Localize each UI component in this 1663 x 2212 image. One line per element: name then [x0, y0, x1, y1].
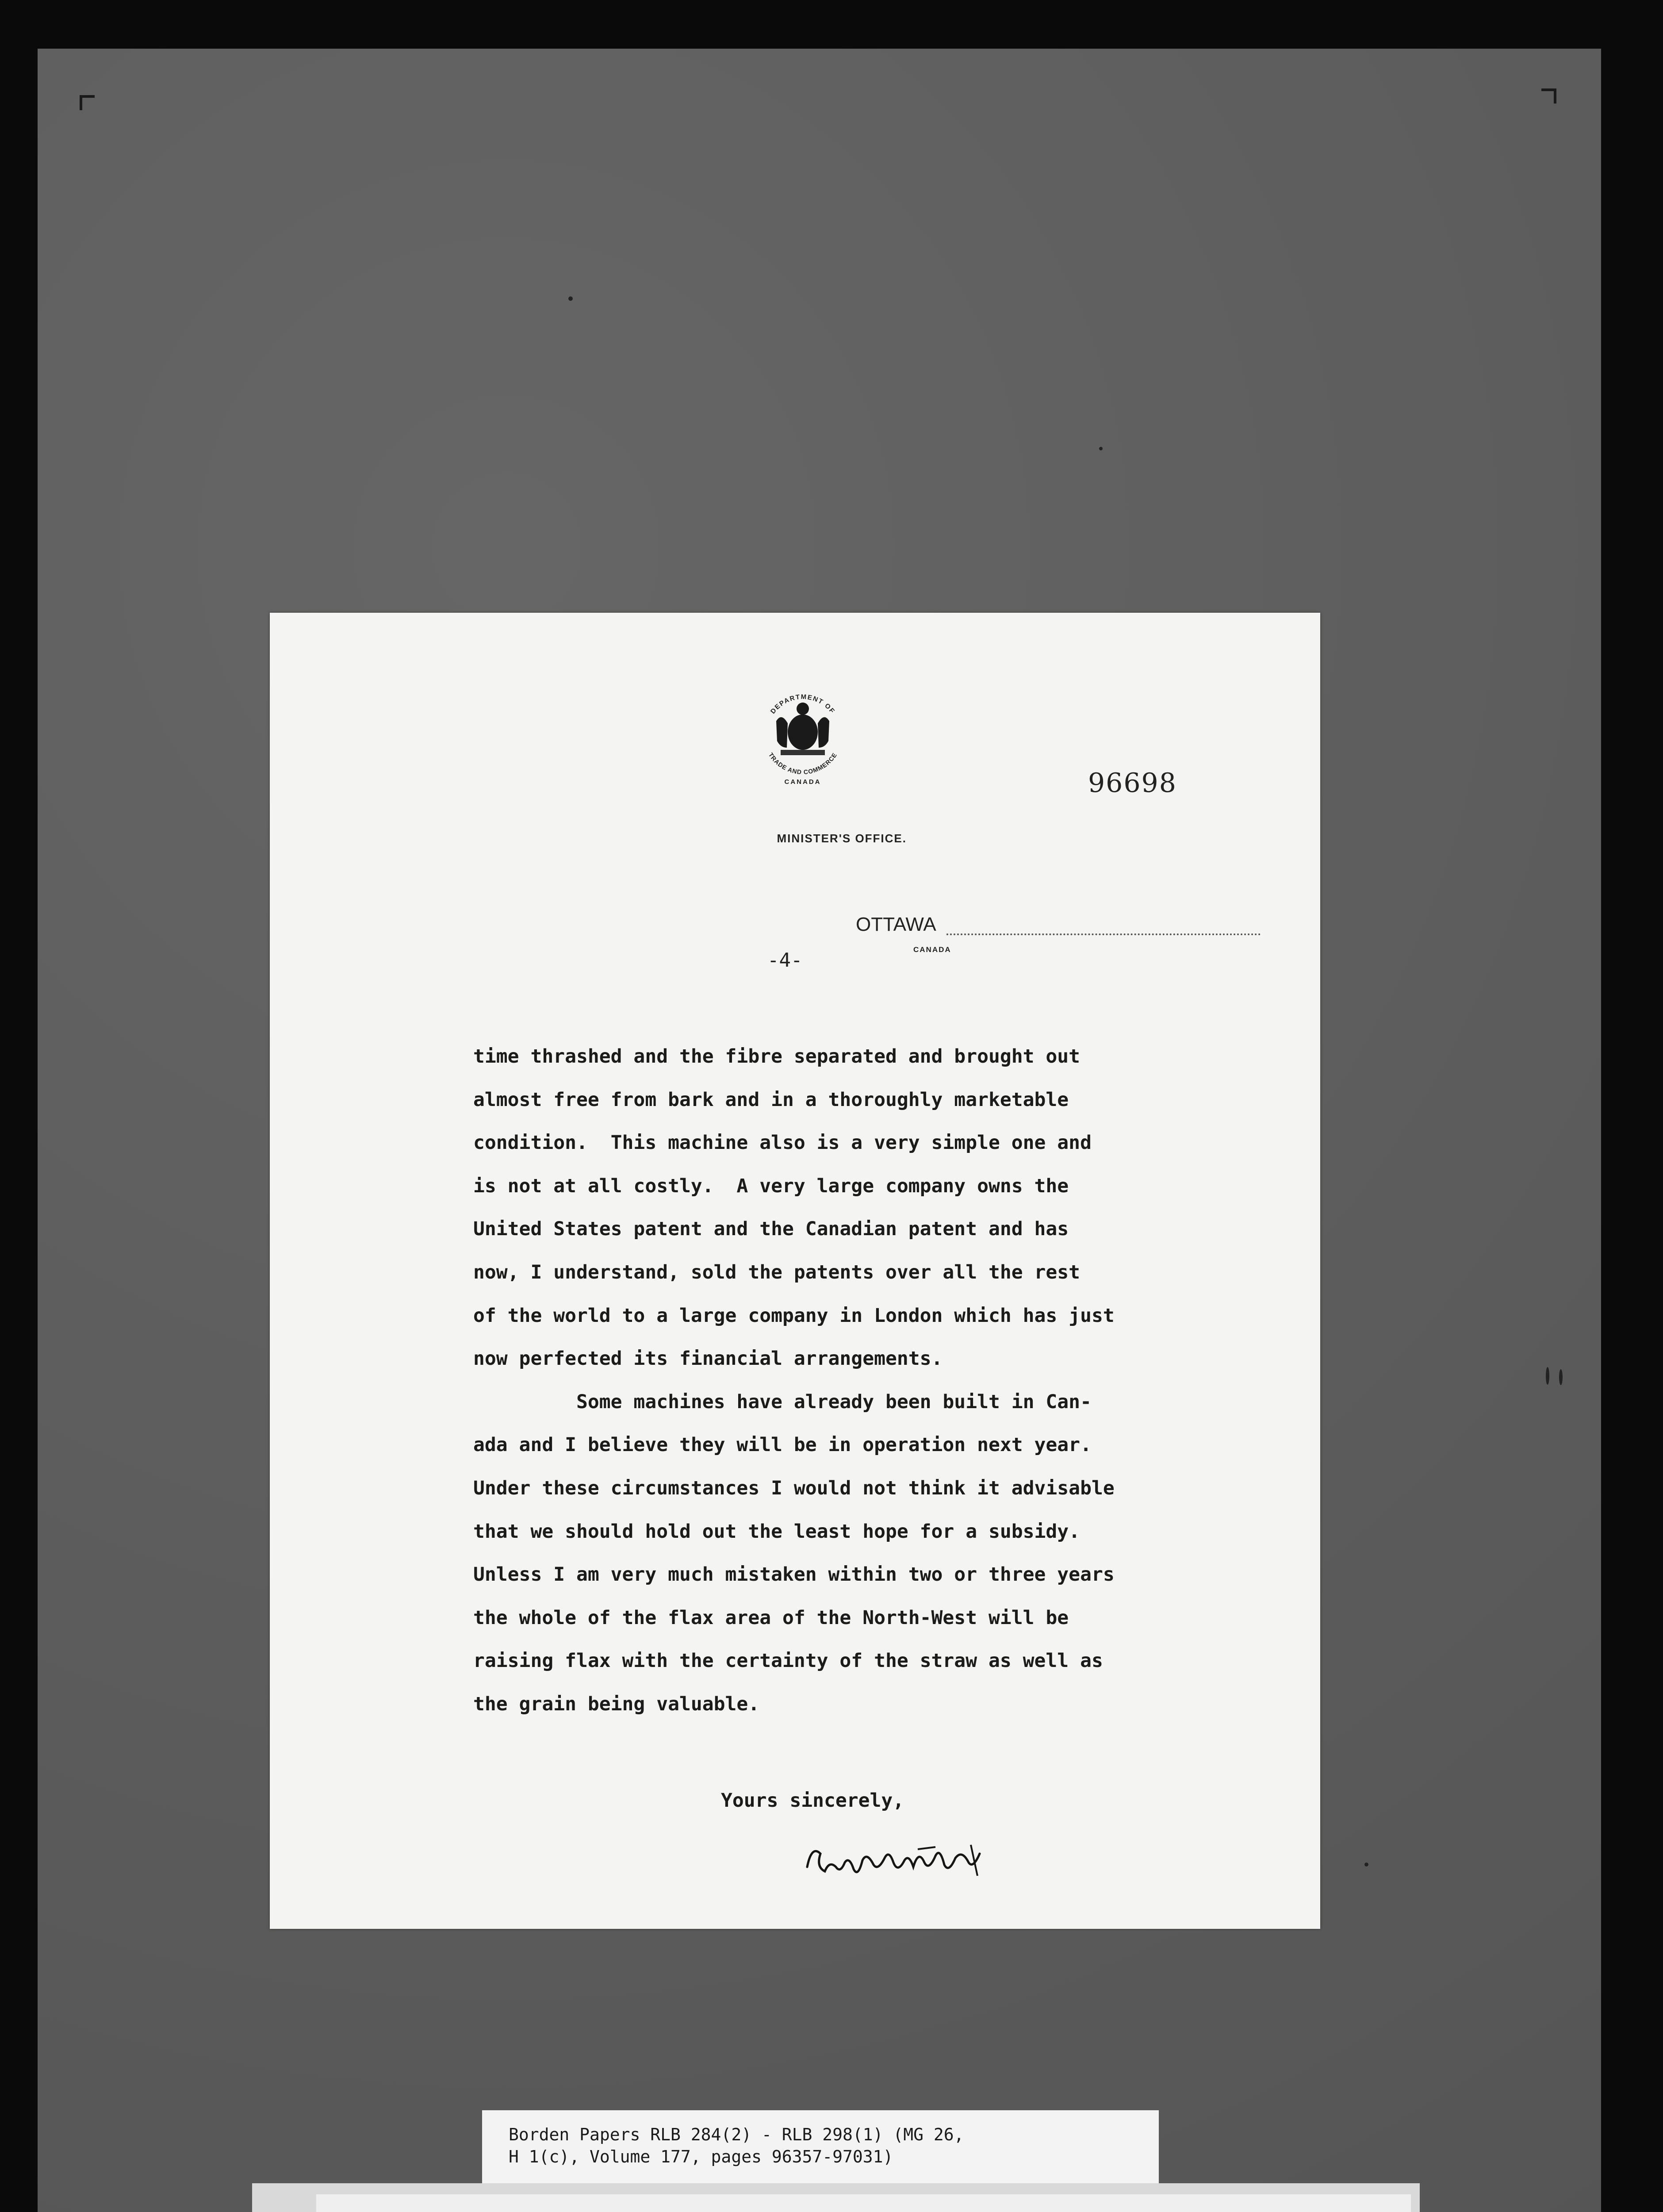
corner-mark-top-left — [80, 95, 95, 110]
film-speck — [1099, 447, 1103, 450]
coat-of-arms-crest — [750, 681, 856, 787]
letter-line: almost free from bark and in a thoroughly marketable — [473, 1088, 1069, 1111]
letter-line: the grain being valuable. — [473, 1693, 760, 1715]
letter-line: now, I understand, sold the patents over all the rest — [473, 1261, 1081, 1283]
film-speck — [1364, 1863, 1368, 1866]
letter-line: condition. This machine also is a very simple one and — [473, 1132, 1092, 1154]
letter-line: Unless I am very much mistaken within two or three years — [473, 1563, 1115, 1586]
reference-line: H 1(c), Volume 177, pages 96357-97031) — [509, 2147, 893, 2166]
letter-line: Some machines have already been built in Can- — [473, 1390, 1092, 1413]
public-archives-placard — [316, 2194, 1411, 2212]
office-heading: MINISTER'S OFFICE. — [777, 832, 907, 845]
letter-line: now perfected its financial arrangements. — [473, 1348, 943, 1370]
page-number: -4- — [767, 949, 803, 972]
closing-salutation: Yours sincerely, — [721, 1790, 904, 1812]
film-speck — [1559, 1369, 1563, 1385]
reference-line: Borden Papers RLB 284(2) - RLB 298(1) (MG 26, — [509, 2125, 964, 2144]
letter-line: of the world to a large company in London which has just — [473, 1304, 1115, 1327]
letter-line: raising flax with the certainty of the straw as well as — [473, 1650, 1103, 1672]
country-heading: CANADA — [913, 945, 951, 954]
city-heading: OTTAWA — [856, 914, 936, 935]
letter-line: time thrashed and the fibre separated and brought out — [473, 1045, 1081, 1068]
corner-mark-top-right — [1541, 88, 1556, 104]
document-number: 96698 — [1088, 768, 1177, 799]
letter-line: Under these circumstances I would not think it advisable — [473, 1477, 1115, 1499]
handwritten-signature — [803, 1836, 993, 1885]
crest-country-text: CANADA — [784, 778, 821, 786]
date-dotted-line — [946, 933, 1261, 935]
letter-line: the whole of the flax area of the North-West will be — [473, 1606, 1069, 1629]
film-speck — [1546, 1367, 1549, 1385]
letter-line: that we should hold out the least hope for a subsidy. — [473, 1520, 1081, 1543]
film-speck — [568, 296, 573, 301]
letter-line: United States patent and the Canadian patent and has — [473, 1218, 1069, 1240]
letter-line: is not at all costly. A very large company owns the — [473, 1175, 1069, 1197]
crest-bottom-text: TRADE AND COMMERCE — [767, 751, 839, 776]
letter-page — [270, 613, 1320, 1929]
letter-body — [473, 1035, 1278, 1726]
letter-line: ada and I believe they will be in operation next year. — [473, 1434, 1092, 1456]
crest-top-text: DEPARTMENT OF — [769, 693, 837, 715]
